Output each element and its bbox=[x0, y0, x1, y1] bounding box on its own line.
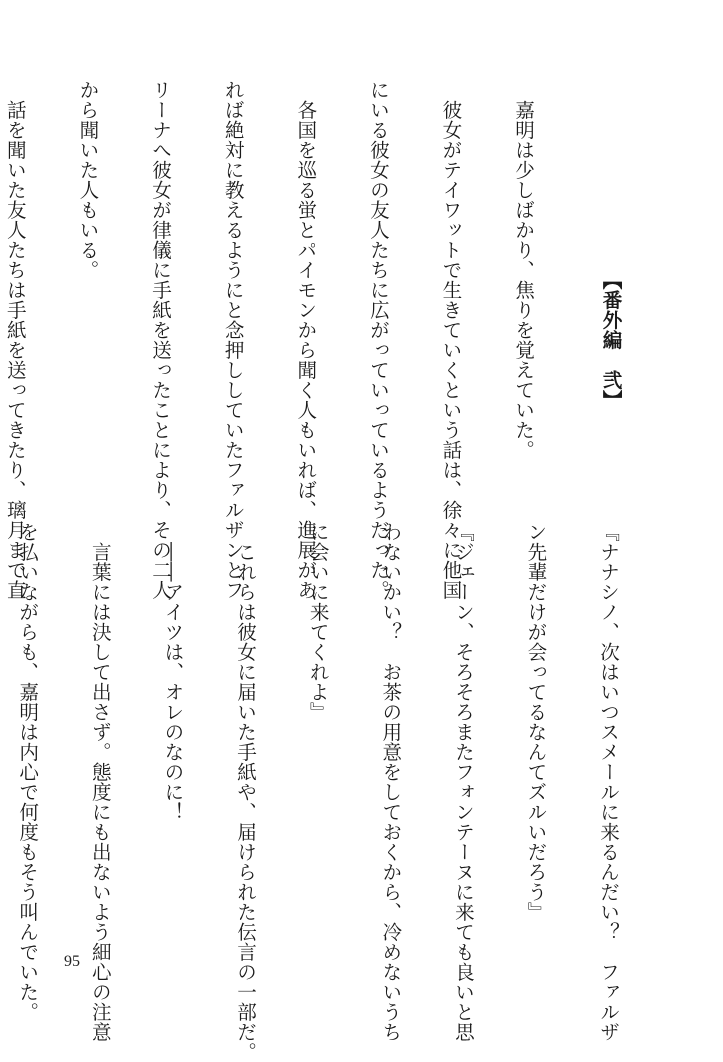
text-line: リーナへ彼女が律儀に手紙を送ったことにより、その二人 bbox=[148, 80, 172, 600]
text-line: にいる彼女の友人たちに広がっていっているようだった。 bbox=[366, 80, 390, 600]
text-line: 嘉明は少しばかり、焦りを覚えていた。 bbox=[511, 80, 535, 460]
text-line: 各国を巡る蛍とパイモンから聞く人もいれば、進展があ bbox=[293, 80, 317, 600]
text-line: れば絶対に教えるようにと念押ししていたファルザンとフ bbox=[221, 80, 245, 600]
text-line: 言葉には決して出さず。態度にも出ないよう細心の注意 bbox=[88, 522, 112, 1042]
text-line: 彼女がテイワットで生きていくという話は、徐々に他国 bbox=[438, 80, 462, 600]
text-line: ン先輩だけが会ってるなんてズルいだろう』 bbox=[523, 522, 547, 922]
text-line: これらは彼女に届いた手紙や、届けられた伝言の一部だ。 bbox=[233, 522, 257, 1062]
text-line: を払いながらも、嘉明は内心で何度もそう叫んでいた。 bbox=[15, 522, 39, 1022]
text-line: に会いに来てくれよ』 bbox=[306, 522, 330, 722]
page-number: 95 bbox=[64, 953, 80, 970]
upper-text-block bbox=[0, 80, 583, 600]
text-line: 『ナナシノ、次はいつスメールに来るんだい？ ファルザ bbox=[596, 522, 620, 1042]
text-line: ――アイツは、オレのなのに！ bbox=[160, 522, 184, 822]
text-line: わないかい？ お茶の用意をしておくから、冷めないうち bbox=[378, 522, 402, 1042]
text-line: 話を聞いた友人たちは手紙を送ってきたり、璃月まで直 bbox=[3, 80, 27, 600]
text-line: から聞いた人もいる。 bbox=[75, 80, 99, 280]
chapter-title: 【番外編 弐】 bbox=[599, 270, 622, 410]
text-line: 『ジェーン、そろそろまたフォンテーヌに来ても良いと思 bbox=[451, 522, 475, 1042]
